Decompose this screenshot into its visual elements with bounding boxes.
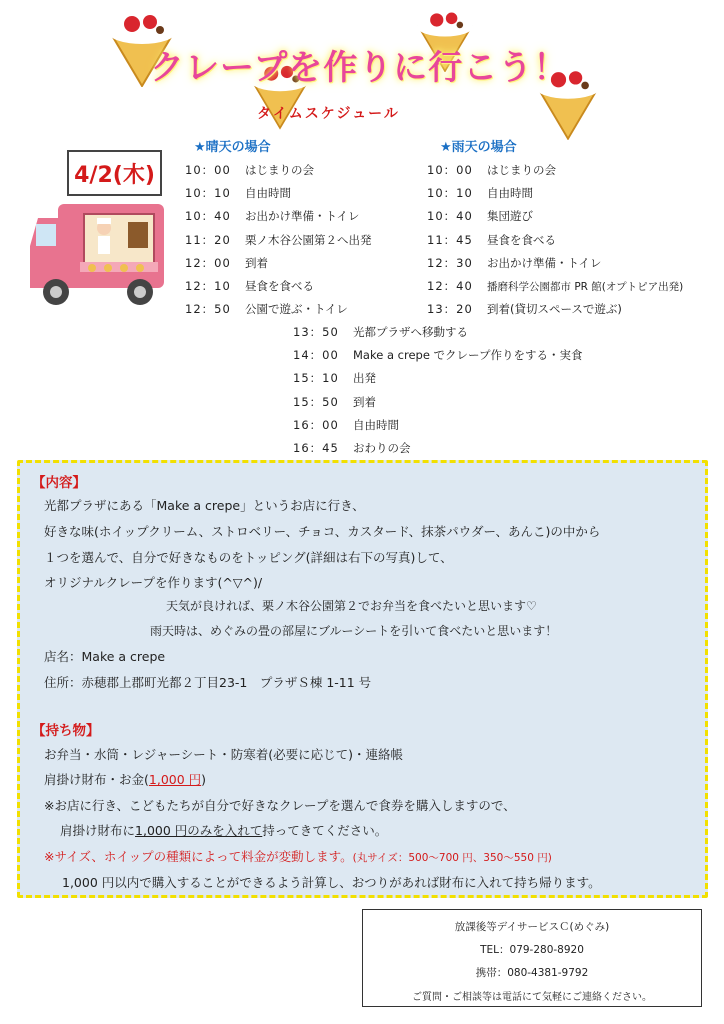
schedule-row: 10：40 集団遊び (427, 209, 533, 224)
sunny-schedule (185, 158, 372, 321)
schedule-row: 13：50 光都プラザへ移動する (293, 324, 468, 339)
schedule-row: 11：20 栗ノ木谷公園第２へ出発 (185, 232, 372, 247)
schedule-row: 10：00 はじまりの会 (185, 162, 314, 177)
content-line: 光都プラザにある「Make a crepe」というお店に行き、 (44, 498, 365, 513)
contact-box (362, 909, 702, 1007)
schedule-row: 16：00 自由時間 (293, 417, 399, 432)
contact-note: ご質問・ご相談等は電話にて気軽にご連絡ください。 (412, 992, 652, 1003)
shop-address: 住所：赤穂郡上郡町光都２丁目23-1 プラザＳ棟 1-11 号 (44, 675, 372, 690)
content-line: 天気が良ければ、栗ノ木谷公園第２でお弁当を食べたいと思います♡ (166, 599, 537, 613)
schedule-row: 12：10 昼食を食べる (185, 279, 314, 294)
money-amount: 1,000 円 (148, 772, 202, 787)
belongings-line: 肩掛け財布・お金(1,000 円) (44, 772, 207, 787)
content-line: １つを選んで、自分で好きなものをトッピング(詳細は右下の写真)して、 (44, 550, 453, 565)
schedule-row: 10：10 自由時間 (185, 185, 291, 200)
belongings-line: ※お店に行き、こどもたちが自分で好きなクレープを選んで食券を購入しますので、 (44, 798, 516, 813)
schedule-row: 15：50 到着 (293, 394, 376, 409)
phone-number: TEL：079-280-8920 (480, 944, 584, 956)
schedule-row: 10：00 はじまりの会 (427, 162, 556, 177)
schedule-row: 12：00 到着 (185, 255, 268, 270)
schedule-row: 10：10 自由時間 (427, 185, 533, 200)
info-box (17, 460, 708, 898)
belongings-line: お弁当・水筒・レジャーシート・防寒着(必要に応じて)・連絡帳 (44, 747, 403, 762)
schedule-row: 13：20 到着(貸切スペースで遊ぶ) (427, 302, 622, 317)
content-line: 好きな味(ホイップクリーム、ストロベリー、チョコ、カスタード、抹茶パウダー、あんこ)の中から (44, 524, 601, 539)
rainy-heading: ★雨天の場合 (440, 140, 517, 155)
schedule-row: 12：50 公園で遊ぶ・トイレ (185, 302, 348, 317)
schedule-row: 16：45 おわりの会 (293, 441, 411, 456)
schedule-row: 12：40 播磨科学公園都市 PR 館(オプトピア出発) (427, 279, 684, 294)
price-note: ※サイズ、ホイップの種類によって料金が変動します。(丸サイズ：500～700 円、350～550 円) (44, 849, 552, 864)
schedule-row: 12：30 お出かけ準備・トイレ (427, 255, 602, 270)
content-heading: 【内容】 (32, 475, 86, 491)
food-truck-illustration (28, 196, 168, 308)
sunny-heading: ★晴天の場合 (194, 140, 271, 155)
page-title: クレープを作りに行こう！ (150, 48, 569, 88)
event-date: 4/2(木) (67, 150, 162, 196)
rainy-schedule (427, 158, 683, 321)
schedule-row: 15：10 出発 (293, 371, 376, 386)
organization-name: 放課後等デイサービスＣ(めぐみ) (454, 921, 610, 933)
common-schedule (293, 320, 582, 460)
schedule-row: 10：40 お出かけ準備・トイレ (185, 209, 360, 224)
belongings-line: 肩掛け財布に1,000 円のみを入れて持ってきてください。 (60, 823, 388, 838)
mobile-number: 携帯：080-4381-9792 (475, 967, 589, 979)
schedule-row: 11：45 昼食を食べる (427, 232, 556, 247)
page-subtitle: タイムスケジュール (257, 106, 400, 122)
content-line: 雨天時は、めぐみの畳の部屋にブルーシートを引いて食べたいと思います！ (150, 624, 558, 638)
belongings-line: 1,000 円以内で購入することができるよう計算し、おつりがあれば財布に入れて持ち帰ります。 (62, 875, 601, 890)
content-line: オリジナルクレープを作ります(^▽^)/ (44, 575, 263, 590)
shop-name: 店名：Make a crepe (44, 649, 166, 664)
belongings-heading: 【持ち物】 (32, 723, 100, 739)
schedule-row: 14：00 Make a crepe でクレープ作りをする・実食 (293, 347, 583, 362)
